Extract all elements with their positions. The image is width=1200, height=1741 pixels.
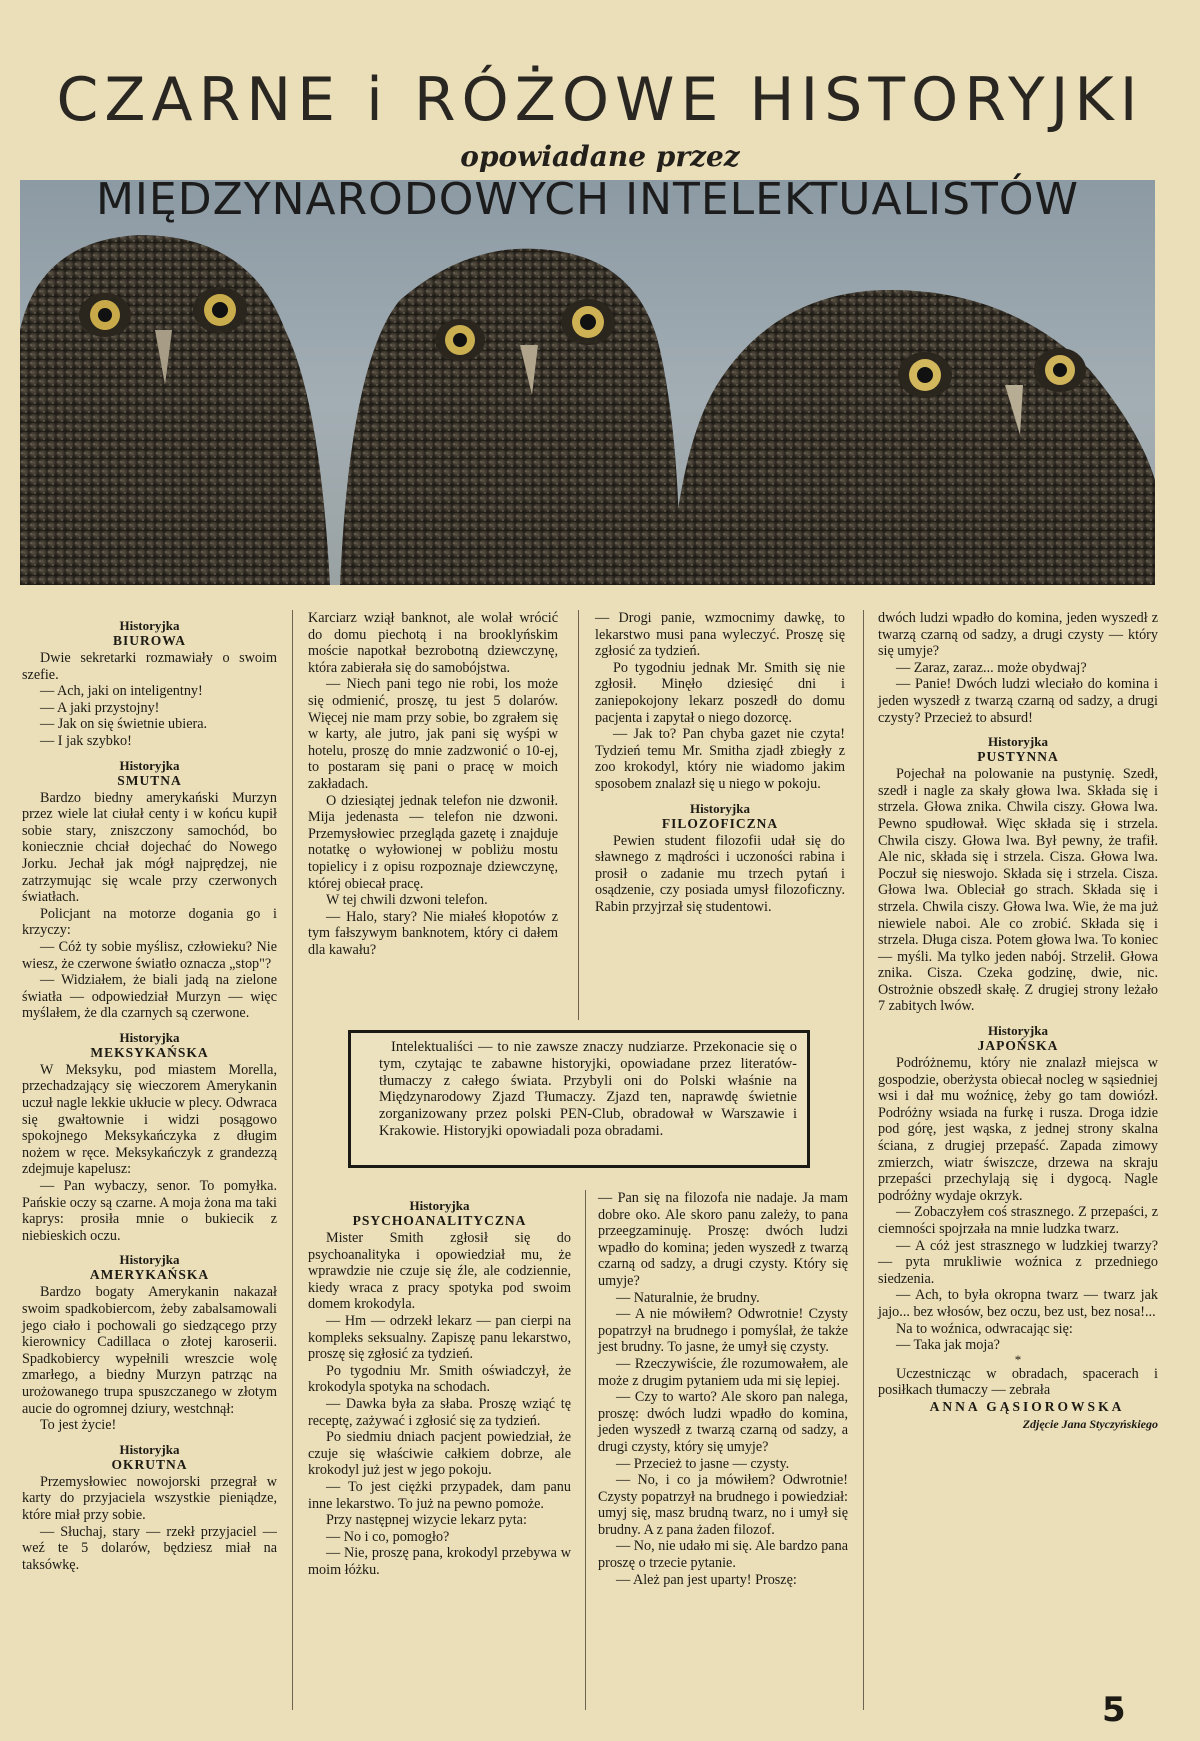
paragraph: — Ależ pan jest uparty! Proszę: <box>616 1571 797 1588</box>
paragraph: — To jest ciężki przypadek, dam panu inne lekarstwo. To już na pewno pomoże. <box>308 1478 571 1512</box>
paragraph: — No, i co ja mówiłem? Odwrotnie! Czysty popatrzył na brudnego i powiedział: umyj się, masz brudną twarz, no i umył się brudny. A z pana żaden filozof. <box>598 1472 848 1538</box>
page-subtitle: opowiadane przez <box>460 140 740 173</box>
story-heading: SMUTNA <box>117 772 182 788</box>
paragraph: — Rzeczywiście, źle rozumowałem, ale może z drugim pytaniem uda mi się lepiej. <box>598 1355 848 1389</box>
column-1 <box>22 610 277 1573</box>
story-heading: PUSTYNNA <box>977 749 1059 765</box>
paragraph: Uczestnicząc w obradach, spacerach i posiłkach tłumaczy — zebrała <box>878 1365 1158 1399</box>
story-heading: OKRUTNA <box>111 1456 188 1472</box>
paragraph: Policjant na motorze dogania go i krzyczy: <box>22 905 277 939</box>
column-divider <box>863 610 864 1710</box>
paragraph: — Słuchaj, stary — rzekł przyjaciel — weź te 5 dolarów, będziesz miał na taksówkę. <box>22 1523 277 1573</box>
paragraph: — A jaki przystojny! <box>40 699 160 716</box>
paragraph: O dziesiątej jednak telefon nie dzwonił. Mija jedenasta — telefon nie dzwoni. Przemysłowiec przegląda gazetę i znajduje notatkę o wyłowionej w pobliżu mostu topielicy i z opisu rozpoznaje dziewczynę, której obiecał pracę. <box>308 792 558 892</box>
owls-illustration <box>20 174 1155 585</box>
paragraph: — Przecież to jasne — czysty. <box>616 1455 790 1472</box>
story-heading: FILOZOFICZNA <box>661 815 779 831</box>
story-heading: PSYCHOANALITYCZNA <box>352 1213 527 1228</box>
paragraph: — Taka jak moja? <box>896 1337 1000 1354</box>
column-divider <box>292 610 293 1710</box>
column-2-lower <box>308 1190 571 1578</box>
paragraph: Podróżnemu, który nie znalazł miejsca w gospodzie, oberżysta obiecał nocleg w sąsiedniej wsi i dał mu woźnicę, żeby go tam dowiózł. Podróżny wsiada na furkę i rusza. Droga idzie pod górę, jest wąska, z jednej strony skalna ściana, z drugiej przepaść. Zapada zimowy zmierzch, wiatr świszcze, drzewa na skraju przepaści przechylają się i dygocą. Nagle podróżny wydaje okrzyk. <box>878 1055 1158 1204</box>
story-heading: MEKSYKAŃSKA <box>90 1044 209 1060</box>
paragraph: — Jak to? Pan chyba gazet nie czyta! Tydzień temu Mr. Smitha zjadł zbiegły z zoo krokodyl, który nie wiadomo jakim sposobem znalazł się u niego w pokoju. <box>595 726 845 792</box>
paragraph: W tej chwili dzwoni telefon. <box>326 892 488 909</box>
paragraph: Przy następnej wizycie lekarz pyta: <box>326 1512 527 1529</box>
paragraph: Pojechał na polowanie na pustynię. Szedł, szedł i nagle za skały głowa lwa. Składa się i strzela. Głowa znika. Chwila ciszy. Głowa lwa. Pewno spudłował. Więc składa się i strzela. Chwila ciszy. Głowa lwa. Był pewny, że trafił. Ale nic, składa się i strzela. Cisza. Głowa lwa. Poczuł się nieswojo. Składa się i strzela. Cisza. Głowa lwa. Obleciał go strach. Składa się i strzela. Chwila ciszy. Głowa lwa. Wie, że ma już niewiele naboi. Ale co zrobić. Składa się i strzela. Długa cisza. Potem głowa lwa. To koniec — myśli. Ma tylko jeden nabój. Strzelił. Głowa znika. Cisza. Czeka godzinę, dwie, nic. Ostrożnie obszedł skałę. Z drugiej strony leżało 7 zabitych lwów. <box>878 766 1158 1015</box>
paragraph: Pewien student filozofii udał się do sławnego z mądrości i uczoności rabina i prosił o zadanie mu trzech pytań i osądzenie, czy posiada umysł filozoficzny. Rabin przyjrzał się studentowi. <box>595 832 845 915</box>
paragraph: — Halo, stary? Nie miałeś kłopotów z tym fałszywym banknotem, który ci dałem dla kawału? <box>308 908 558 958</box>
paragraph: Po tygodniu jednak Mr. Smith się nie zgłosił. Minęło dziesięć dni i zaniepokojony lekarz poszedł do domu pacjenta i zapytał o niego dozorcę. <box>595 659 845 726</box>
owl-right <box>670 290 1155 585</box>
column-3 <box>595 610 845 916</box>
paragraph: — Widziałem, że biali jadą na zielone światła — odpowiedział Murzyn — więc myślałem, że dla czarnych są czerwone. <box>22 972 277 1022</box>
intro-box <box>348 1030 810 1168</box>
paragraph: Po siedmiu dniach pacjent powiedział, że czuje się właściwie całkiem dobrze, ale krokodyl już jest w jego pokoju. <box>308 1429 571 1479</box>
intro-text: Intelektualiści — to nie zawsze znaczy nudziarze. Przekonacie się o tym, czytając te zabawne historyjki, opowiadane przez literatów-tłumaczy z całego świata. Przybyli oni do Polski właśnie na Międzynarodowy Zjazd Tłumaczy. Zjazd ten, naprawdę świetnie zorganizowany przez polski PEN-Club, obradował w Warszawie i Krakowie. Historyjki opowiadali poza obradami. <box>379 1039 797 1139</box>
photo-title: MIĘDZYNARODOWYCH INTELEKTUALISTÓW <box>95 174 1080 225</box>
paragraph: Przemysłowiec nowojorski przegrał w karty do przyjaciela wszystkie pieniądze, które miał przy sobie. <box>22 1473 277 1523</box>
story-heading: BIUROWA <box>112 633 186 648</box>
story-kicker: Historyjka <box>119 618 180 633</box>
paragraph: — Ach, jaki on inteligentny! <box>40 683 203 700</box>
column-divider <box>578 610 579 1020</box>
story-heading: JAPOŃSKA <box>977 1038 1059 1054</box>
story-kicker: Historyjka <box>409 1198 470 1213</box>
story-kicker: Historyjka <box>119 757 180 773</box>
paragraph: — Cóż ty sobie myślisz, człowieku? Nie wiesz, że czerwone światło oznacza „stop"? <box>22 938 277 972</box>
paragraph: — No, nie udało mi się. Ale bardzo pana proszę o trzecie pytanie. <box>598 1538 848 1572</box>
paragraph: — Jak on się świetnie ubiera. <box>40 716 208 733</box>
column-divider <box>585 1190 586 1710</box>
paragraph: Mister Smith zgłosił się do psychoanalityka i opowiedział mu, że wprawdzie nie czuje się źle, ale codziennie, kiedy wraca z pracy spotyka pod swoim domem krokodyla. <box>308 1230 571 1313</box>
story-kicker: Historyjka <box>119 1029 180 1045</box>
paragraph: — Zaraz, zaraz... może obydwaj? <box>896 659 1087 676</box>
paragraph: — Nie, proszę pana, krokodyl przebywa w moim łóżku. <box>308 1545 571 1578</box>
story-kicker: Historyjka <box>119 1252 180 1268</box>
paragraph: To jest życie! <box>40 1417 117 1434</box>
story-kicker: Historyjka <box>988 734 1048 750</box>
column-4 <box>878 610 1158 1432</box>
paragraph: Karciarz wziął banknot, ale wolał wrócić do domu piechotą i na brooklyńskim moście napotkał bezrobotną dziewczynę, która zabierała się do samobójstwa. <box>308 610 558 676</box>
paragraph: — Niech pani tego nie robi, los może się odmienić, proszę, tu jest 5 dolarów. Więcej nie mam przy sobie, bo zgrałem się w karty, ale jutro, jak pani się wyśpi w hotelu, proszę do mnie zadzwonić o 10-ej, to postaram się pani o pracę w moich zakładach. <box>308 676 558 792</box>
owls-photo <box>20 174 1155 585</box>
paragraph: W Meksyku, pod miastem Morella, przechadzający się wieczorem Amerykanin uczuł nagle lekkie ukłucie w plecy. Odwraca się gwałtownie i widzi posągowo spokojnego Meksykańczyka z długim nożem w ręce. Meksykańczyk z grandezzą zdejmuje kapelusz: <box>22 1061 277 1178</box>
owl-center <box>340 249 680 585</box>
paragraph: Po tygodniu Mr. Smith oświadczył, że krokodyla spotyka na schodach. <box>308 1362 571 1396</box>
paragraph: Bardzo biedny amerykański Murzyn przez wiele lat ciułał centy i w końcu kupił sobie stary, zniszczony samochód, bo koniecznie chciał dojechać do Nowego Jorku. Jechał jak mógł najprędzej, nie zatrzymując się wcale przy czerwonych światłach. <box>22 789 277 906</box>
column-3-lower <box>598 1190 848 1588</box>
paragraph: — I jak szybko! <box>40 732 132 749</box>
page-title: CZARNE i RÓŻOWE HISTORYJKI <box>56 65 1144 135</box>
paragraph: — No i co, pomogło? <box>326 1528 450 1545</box>
separator-star: * <box>1014 1351 1022 1367</box>
paragraph: — Hm — odrzekł lekarz — pan cierpi na kompleks seksualny. Zapiszę panu lekarstwo, proszę się zgłosić za tydzień. <box>308 1312 571 1363</box>
paragraph: — Drogi panie, wzmocnimy dawkę, to lekarstwo musi pana wyleczyć. Proszę się zgłosić za tydzień. <box>595 610 845 660</box>
paragraph: Na to woźnica, odwracając się: <box>896 1320 1073 1337</box>
author-byline: ANNA GĄSIOROWSKA <box>929 1398 1125 1414</box>
paragraph: Dwie sekretarki rozmawiały o swoim szefie. <box>22 650 277 683</box>
page-number: 5 <box>1102 1690 1126 1730</box>
story-heading: AMERYKAŃSKA <box>89 1267 210 1283</box>
owl-left <box>20 235 330 585</box>
paragraph: — Pan się na filozofa nie nadaje. Ja mam dobre oko. Ale skoro panu zależy, to pana przeegzaminuję. Proszę: dwóch ludzi wpadło do komina; jeden wyszedł z twarzą czarną od sadzy, a drugi czysty. Który się umyje? <box>598 1190 848 1289</box>
story-kicker: Historyjka <box>988 1023 1048 1039</box>
paragraph: Bardzo bogaty Amerykanin nakazał swoim spadkobiercom, żeby zabalsamowali jego ciało i pochowali go siedzącego przy kierownicy Cadillaca o złotej karoserii. Spadkobiercy wypełnili wreszcie wolę zmarłego, a biedny Murzyn patrząc na urożowanego trupa spuszczanego w złotym aucie do ogromnej dziury, westchnął: <box>22 1284 277 1417</box>
paragraph: — A cóż jest strasznego w ludzkiej twarzy? — pyta mrukliwie woźnica z przedniego siedzenia. <box>878 1237 1158 1287</box>
paragraph: — Panie! Dwóch ludzi wleciało do komina i jeden wyszedł z twarzą czarną od sadzy, a drugi czysty? Przecież to absurd! <box>878 676 1158 726</box>
column-2 <box>308 610 558 958</box>
paragraph: — Naturalnie, że brudny. <box>616 1289 760 1306</box>
story-kicker: Historyjka <box>119 1441 180 1457</box>
paragraph: — Zobaczyłem coś strasznego. Z przepaści, z ciemności spojrzała na mnie ludzka twarz. <box>878 1204 1158 1237</box>
story-kicker: Historyjka <box>690 800 750 816</box>
paragraph: — Czy to warto? Ale skoro pan nalega, proszę: dwóch ludzi wpadło do komina, jeden wyszedł z twarzą czarną od sadzy, a drugi czysty, który się umyje? <box>598 1389 848 1455</box>
paragraph: — Pan wybaczy, senor. To pomyłka. Pańskie oczy są czarne. A moja żona ma taki kaprys: prosiła mnie o bukiecik z niebieskich oczu. <box>22 1178 277 1244</box>
paragraph: dwóch ludzi wpadło do komina, jeden wyszedł z twarzą czarną od sadzy, a drugi czysty — który się umyje? <box>878 610 1158 660</box>
paragraph: — A nie mówiłem? Odwrotnie! Czysty popatrzył na brudnego i pomyślał, że także jest brudny. To jasne, że umył się czysty. <box>598 1306 848 1356</box>
photo-credit: Zdjęcie Jana Styczyńskiego <box>1022 1416 1158 1431</box>
paragraph: — Ach, to była okropna twarz — twarz jak jajo... bez włosów, bez oczu, bez ust, bez nosa!... <box>878 1287 1158 1320</box>
paragraph: — Dawka była za słaba. Proszę wziąć tę receptę, zażywać i zgłosić się za tydzień. <box>308 1395 571 1429</box>
